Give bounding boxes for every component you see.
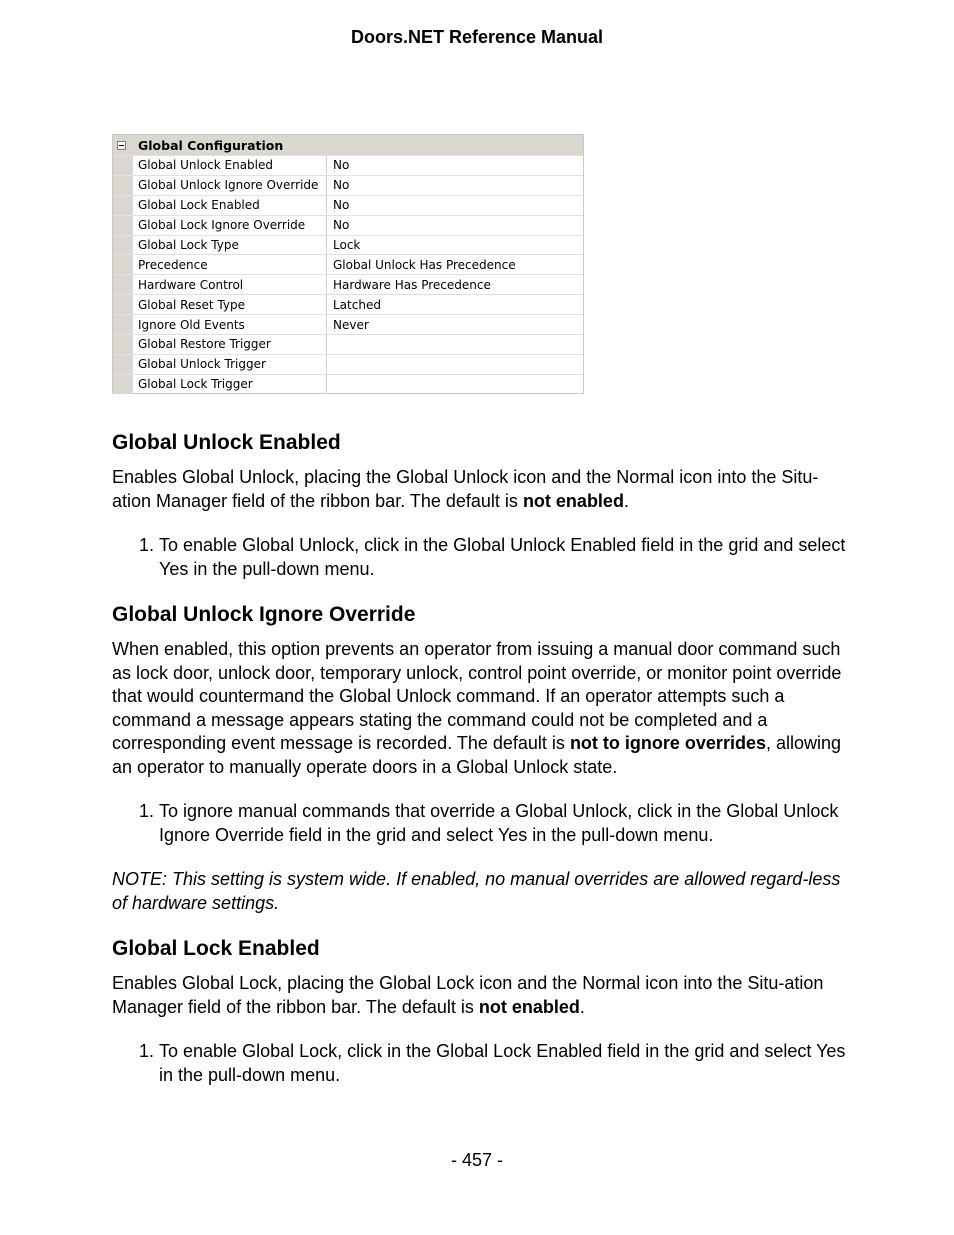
page-header-title: Doors.NET Reference Manual [350,27,604,47]
page-number: - 457 - [450,1150,504,1170]
section-paragraph: When enabled, this option prevents an operator from issuing a manual door command such as lock door, unlock door, temporary unlock, control point override, or monitor point override that would countermand the Global Unlock command. If an operator attempts such a command a message appears stating the command could not be completed and a corresponding event message is recorded. The default is not to ignore overrides, allowing an operator to manually operate doors in a Global Unlock state. [112,639,842,777]
property-value[interactable] [327,375,333,394]
grid-row[interactable] [113,374,583,394]
steps-list [112,1040,852,1087]
property-name: Ignore Old Events [133,315,327,334]
section-paragraph: Enables Global Unlock, placing the Global Unlock icon and the Normal icon into the Situ-ation Manager field of the ribbon bar. The default is not enabled. [112,467,819,511]
grid-row[interactable] [113,354,583,374]
grid-row[interactable] [113,294,583,314]
property-value[interactable] [327,355,333,374]
steps-list [112,800,852,847]
section-heading: Global Unlock Enabled [112,431,341,454]
grid-category-header[interactable] [113,135,583,155]
property-value[interactable]: No [333,178,350,193]
note-text: NOTE: This setting is system wide. If enabled, no manual overrides are allowed regard-less of hardware settings. [112,869,841,913]
section-global-unlock-ignore-override [112,602,852,915]
property-name: Global Unlock Enabled [133,156,327,175]
property-name: Global Reset Type [133,295,327,314]
property-value[interactable]: Latched [333,297,381,312]
section-paragraph: Enables Global Lock, placing the Global Lock icon and the Normal icon into the Situ-ation Manager field of the ribbon bar. The default is not enabled. [112,973,824,1017]
grid-row[interactable] [113,254,583,274]
property-name: Global Lock Type [133,236,327,255]
steps-list [112,534,852,581]
property-value[interactable]: No [333,158,350,173]
grid-rows [113,155,583,394]
section-heading: Global Lock Enabled [112,937,320,960]
property-name: Global Lock Enabled [133,196,327,215]
grid-row[interactable] [113,155,583,175]
grid-row[interactable] [113,334,583,354]
grid-row[interactable] [113,274,583,294]
grid-row[interactable] [113,195,583,215]
list-item: 1. To enable Global Lock, click in the Global Lock Enabled field in the grid and select Yes in the pull-down menu. [159,1040,852,1087]
collapse-icon[interactable] [117,141,126,150]
section-heading: Global Unlock Ignore Override [112,603,416,626]
property-value[interactable]: Lock [333,238,361,252]
document-body [112,430,852,1108]
property-name: Hardware Control [133,275,327,294]
global-configuration-grid [112,134,584,394]
property-value[interactable] [327,335,333,354]
property-name: Global Unlock Ignore Override [133,176,327,195]
grid-row[interactable] [113,215,583,235]
property-name: Precedence [133,255,327,274]
grid-row[interactable] [113,235,583,255]
property-value[interactable]: Hardware Has Precedence [333,277,491,292]
section-global-lock-enabled [112,936,852,1087]
property-value[interactable]: No [333,198,350,213]
list-item: 1. To ignore manual commands that override a Global Unlock, click in the Global Unlock Ignore Override field in the grid and select Yes in the pull-down menu. [159,800,852,847]
grid-row[interactable] [113,314,583,334]
property-name: Global Lock Ignore Override [133,216,327,235]
property-name: Global Lock Trigger [133,375,327,394]
property-name: Global Restore Trigger [133,335,327,354]
grid-category-title: Global Configuration [138,137,284,153]
property-value[interactable]: No [333,218,350,233]
section-global-unlock-enabled [112,430,852,581]
property-value[interactable]: Global Unlock Has Precedence [333,257,516,272]
property-name: Global Unlock Trigger [133,355,327,374]
grid-row[interactable] [113,175,583,195]
property-value[interactable]: Never [333,317,369,332]
list-item: 1. To enable Global Unlock, click in the Global Unlock Enabled field in the grid and select Yes in the pull-down menu. [159,534,852,581]
